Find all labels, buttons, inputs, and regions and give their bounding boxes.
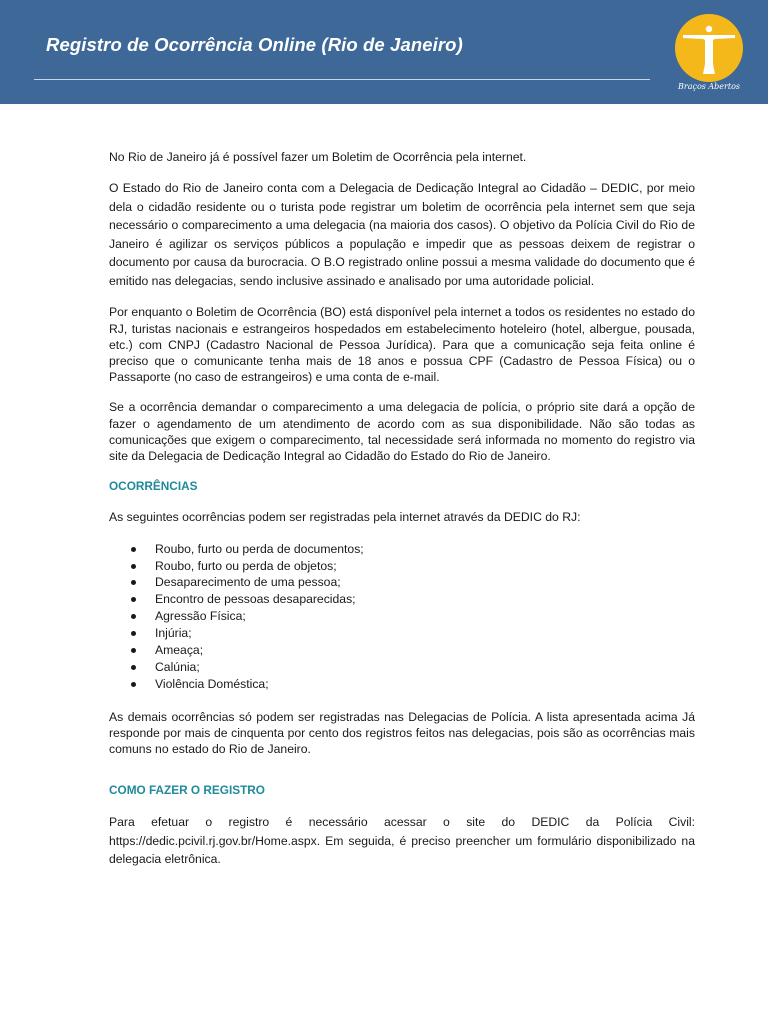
other-occurrences-paragraph: As demais ocorrências só podem ser registradas nas Delegacias de Polícia. A lista apresentada acima Já responde por mais de cinquenta por cento dos registros feitos nas delegacias, pois são as ocorrências mais comuns no estado do Rio de Janeiro. xyxy=(109,709,695,757)
how-to-paragraph: Para efetuar o registro é necessário acessar o site do DEDIC da Polícia Civil: https://dedic.pcivil.rj.gov.br/Home.aspx. Em seguida, é preciso preencher um formulário disponibilizado na delegacia eletrônica. xyxy=(109,815,695,867)
christ-the-redeemer-icon xyxy=(675,14,743,82)
bullet-icon xyxy=(131,665,136,670)
list-item: Ameaça; xyxy=(109,642,695,659)
bullet-icon xyxy=(131,564,136,569)
list-item: Calúnia; xyxy=(109,659,695,676)
list-item: Violência Doméstica; xyxy=(109,676,695,693)
page-title: Registro de Ocorrência Online (Rio de Janeiro) xyxy=(46,34,463,55)
availability-paragraph: Por enquanto o Boletim de Ocorrência (BO) está disponível pela internet a todos os residentes no estado do RJ, turistas nacionais e estrangeiros hospedados em estabelecimento hoteleiro (hotel, albergue, pousada, etc.) com CNPJ (Cadastro Nacional de Pessoa Jurídica). Para que a comunicação seja feita online é preciso que o comunicante tenha mais de 18 anos e possua CPF (Cadastro de Pessoa Física) ou o Passaporte (no caso de estrangeiros) e uma conta de e-mail. xyxy=(109,305,695,385)
bullet-icon xyxy=(131,614,136,619)
bullet-icon xyxy=(131,682,136,687)
list-item: Injúria; xyxy=(109,625,695,642)
dedic-paragraph: O Estado do Rio de Janeiro conta com a Delegacia de Dedicação Integral ao Cidadão – DEDIC, por meio dela o cidadão residente ou o turista pode registrar um boletim de ocorrência pela internet sem que seja necessário o comparecimento a uma delegacia (na maioria dos casos). O objetivo da Polícia Civil do Rio de Janeiro é agilizar os serviços públicos a população e impedir que as pessoas deixem de registrar o documento por causa da burocracia. O B.O registrado online possui a mesma validade do documento que é emitido nas delegacias, sendo inclusive assinado e analisado por uma autoridade policial. xyxy=(109,181,695,288)
bullet-icon xyxy=(131,580,136,585)
occurrences-list xyxy=(109,541,695,693)
logo xyxy=(673,14,745,100)
occurrences-lead: As seguintes ocorrências podem ser registradas pela internet através da DEDIC do RJ: xyxy=(109,510,581,525)
logo-caption: Braços Abertos xyxy=(677,82,740,91)
page-header xyxy=(0,0,768,104)
intro-paragraph: No Rio de Janeiro já é possível fazer um Boletim de Ocorrência pela internet. xyxy=(109,150,527,164)
section-title-occurrences: OCORRÊNCIAS xyxy=(109,479,198,494)
list-item: Encontro de pessoas desaparecidas; xyxy=(109,591,695,608)
list-item: Agressão Física; xyxy=(109,608,695,625)
list-item: Roubo, furto ou perda de documentos; xyxy=(109,541,695,558)
appointment-paragraph: Se a ocorrência demandar o comparecimento a uma delegacia de polícia, o próprio site dará a opção de fazer o agendamento de um atendimento de acordo com as sua disponibilidade. Não são todas as comunicações que exigem o comparecimento, tal necessidade será informada no momento do registro via site da Delegacia de Dedicação Integral ao Cidadão do Estado do Rio de Janeiro. xyxy=(109,400,695,464)
bullet-icon xyxy=(131,648,136,653)
header-divider xyxy=(34,79,650,80)
bullet-icon xyxy=(131,631,136,636)
bullet-icon xyxy=(131,597,136,602)
article-body xyxy=(109,148,695,869)
bullet-icon xyxy=(131,547,136,552)
list-item: Roubo, furto ou perda de objetos; xyxy=(109,558,695,575)
list-item: Desaparecimento de uma pessoa; xyxy=(109,574,695,591)
section-title-how-to: COMO FAZER O REGISTRO xyxy=(109,783,265,798)
